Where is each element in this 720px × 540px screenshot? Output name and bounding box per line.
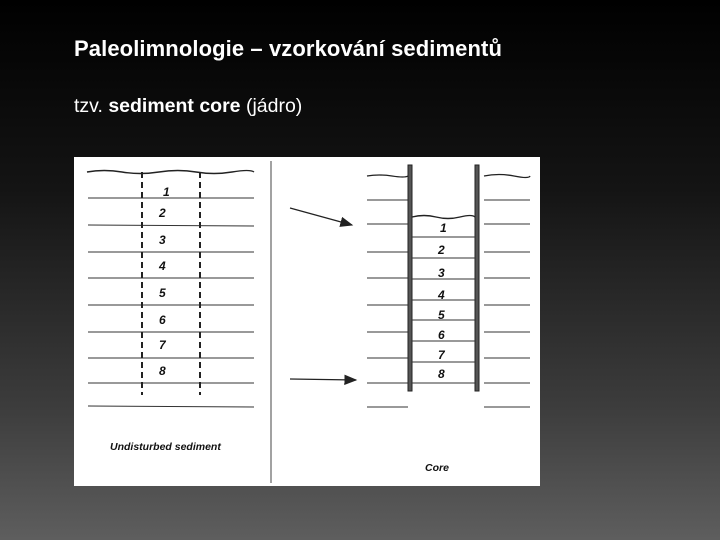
- sediment-core-diagram: [74, 157, 540, 486]
- core-sediment-surface: [412, 216, 475, 219]
- right-caption: Core: [425, 462, 449, 474]
- core-layer-number: 8: [438, 367, 445, 381]
- slide-subtitle: [74, 95, 302, 118]
- right-surface-left: [367, 175, 408, 177]
- arrow-top: [290, 208, 352, 225]
- core-layer-number: 3: [438, 266, 445, 280]
- left-caption: Undisturbed sediment: [110, 441, 221, 453]
- left-layer-line: [88, 225, 254, 226]
- right-surface-right: [484, 175, 530, 178]
- left-layer-numbers: [158, 185, 170, 378]
- sediment-core-figure: [74, 157, 540, 486]
- subtitle-suffix: (jádro): [240, 95, 303, 117]
- arrow-bottom: [290, 379, 356, 380]
- left-layer-number: 7: [159, 338, 166, 352]
- slide-title: Paleolimnologie – vzorkování sedimentů: [74, 36, 503, 61]
- core-layer-number: 5: [438, 308, 445, 322]
- left-layer-number: 3: [159, 233, 166, 247]
- core-tube-right-wall: [475, 165, 479, 391]
- core-layer-numbers: [437, 221, 447, 381]
- core-tube-left-wall: [408, 165, 412, 391]
- core-layer-number: 7: [438, 348, 445, 362]
- core-layer-number: 1: [440, 221, 447, 235]
- left-layer-number: 6: [159, 313, 166, 327]
- left-layer-line: [88, 406, 254, 407]
- subtitle-term: sediment core: [108, 95, 241, 117]
- left-layer-number: 8: [159, 364, 166, 378]
- right-outer-layer-lines: [367, 200, 530, 407]
- core-layer-number: 4: [438, 288, 445, 302]
- subtitle-prefix: tzv.: [74, 95, 109, 117]
- left-layer-number: 4: [159, 259, 166, 273]
- left-sediment-surface: [87, 171, 254, 174]
- left-layer-number: 5: [159, 286, 166, 300]
- core-layer-number: 2: [438, 243, 445, 257]
- left-layer-number: 1: [163, 185, 170, 199]
- left-layer-number: 2: [159, 206, 166, 220]
- core-layer-number: 6: [438, 328, 445, 342]
- left-layer-lines: [88, 198, 254, 407]
